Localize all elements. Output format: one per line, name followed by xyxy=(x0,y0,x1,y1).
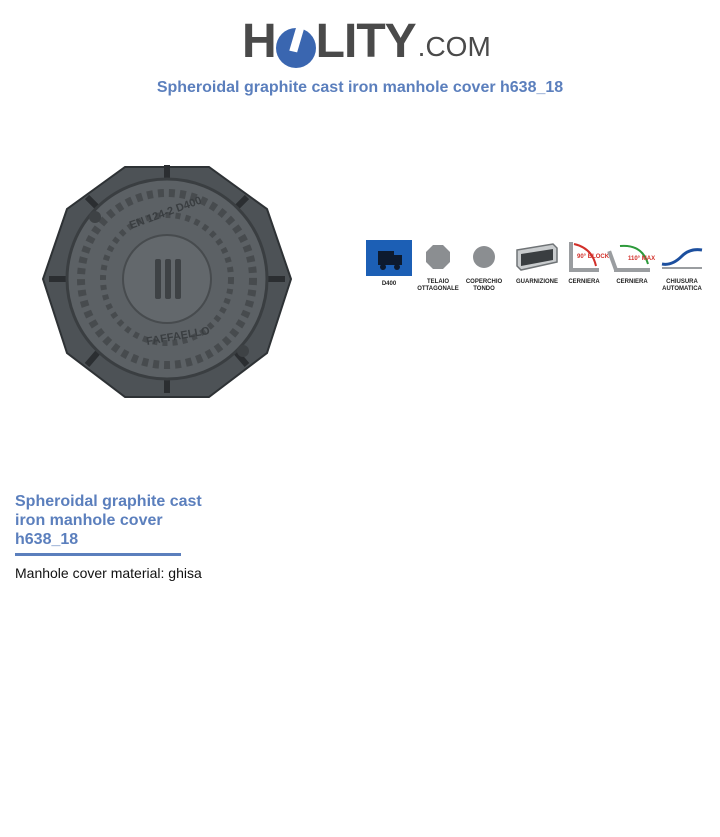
cover-marking-en: EN 124-2 D400 xyxy=(127,194,204,232)
feature-round-cover xyxy=(463,240,505,293)
automatic-closure-icon xyxy=(658,240,706,274)
logo-text-h: H xyxy=(242,15,276,68)
hinge-block-badge: 90° BLOCK xyxy=(577,254,610,260)
feature-automatic-closure xyxy=(657,240,707,293)
page-title: Spheroidal graphite cast iron manhole cover h638_18 xyxy=(156,79,564,96)
octagonal-frame-icon xyxy=(418,240,458,274)
hinge-max-badge: 110° MAX xyxy=(628,256,656,262)
site-logo[interactable] xyxy=(242,10,491,70)
feature-label-hinge-block: CERNIERA xyxy=(568,279,600,285)
section-title: Spheroidal graphite cast iron manhole cover h638_18 xyxy=(15,493,202,548)
logo-suffix: .COM xyxy=(417,31,491,62)
hinge-block-icon xyxy=(566,240,610,274)
manhole-cover-image xyxy=(36,150,298,408)
cover-marking-brand: FAFFAELLO xyxy=(145,324,211,348)
feature-label-closure: CHIUSURA AUTOMATICA xyxy=(662,279,702,292)
feature-d400 xyxy=(365,240,413,288)
spec-line xyxy=(15,565,202,581)
truck-load-class-icon xyxy=(366,240,412,276)
feature-label-hinge-max: CERNIERA xyxy=(616,279,648,285)
feature-icons xyxy=(365,240,710,292)
round-cover-icon xyxy=(464,240,504,274)
gasket-icon xyxy=(513,240,561,274)
hinge-max-icon xyxy=(610,240,654,274)
feature-label-d400: D400 xyxy=(381,281,397,287)
feature-octagonal-frame xyxy=(415,240,461,293)
spec-label: Manhole cover material: xyxy=(15,565,165,581)
feature-hinge-block xyxy=(565,240,610,286)
logo-text-lity: LITY xyxy=(315,15,416,68)
section-divider xyxy=(15,553,181,556)
feature-hinge-max xyxy=(609,240,655,286)
feature-label-cover: COPERCHIO TONDO xyxy=(465,279,503,292)
feature-gasket xyxy=(513,240,561,286)
feature-label-frame: TELAIO OTTAGONALE xyxy=(417,279,459,292)
feature-label-gasket: GUARNIZIONE xyxy=(516,279,558,285)
spec-value: ghisa xyxy=(168,565,202,581)
logo-o-icon xyxy=(274,22,318,70)
